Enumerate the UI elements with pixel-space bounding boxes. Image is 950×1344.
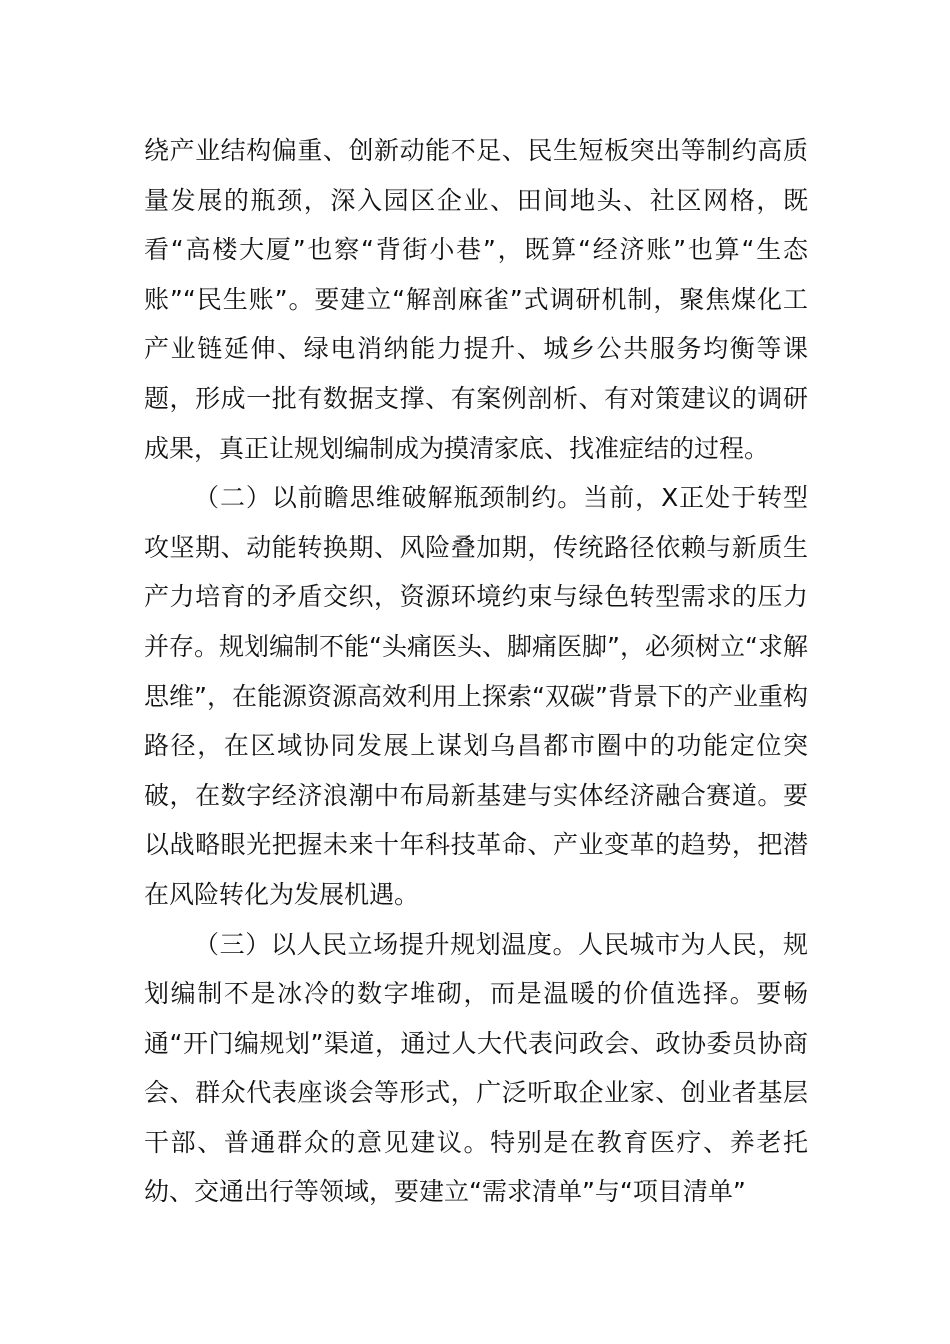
- document-page: [144, 126, 808, 1217]
- paragraph-2: （二）以前瞻思维破解瓶颈制约。当前，X正处于转型攻坚期、动能转换期、风险叠加期，传统路径依赖与新质生产力培育的矛盾交织，资源环境约束与绿色转型需求的压力并存。规划编制不能“头痛医头、脚痛医脚”，必须树立“求解思维”，在能源资源高效利用上探索“双碳”背景下的产业重构路径，在区域协同发展上谋划乌昌都市圈中的功能定位突破，在数字经济浪潮中布局新基建与实体经济融合赛道。要以战略眼光把握未来十年科技革命、产业变革的趋势，把潜在风险转化为发展机遇。: [144, 483, 808, 909]
- paragraph-3: （三）以人民立场提升规划温度。人民城市为人民，规划编制不是冰冷的数字堆砌，而是温暖的价值选择。要畅通“开门编规划”渠道，通过人大代表问政会、政协委员协商会、群众代表座谈会等形式，广泛听取企业家、创业者基层干部、普通群众的意见建议。特别是在教育医疗、养老托幼、交通出行等领域，要建立“需求清单”与“项目清单”: [144, 929, 808, 1207]
- paragraph-1: 绕产业结构偏重、创新动能不足、民生短板突出等制约高质量发展的瓶颈，深入园区企业、田间地头、社区网格，既看“高楼大厦”也察“背街小巷”，既算“经济账”也算“生态账”“民生账”。要建立“解剖麻雀”式调研机制，聚焦煤化工产业链延伸、绿电消纳能力提升、城乡公共服务均衡等课题，形成一批有数据支撑、有案例剖析、有对策建议的调研成果，真正让规划编制成为摸清家底、找准症结的过程。: [144, 136, 808, 463]
